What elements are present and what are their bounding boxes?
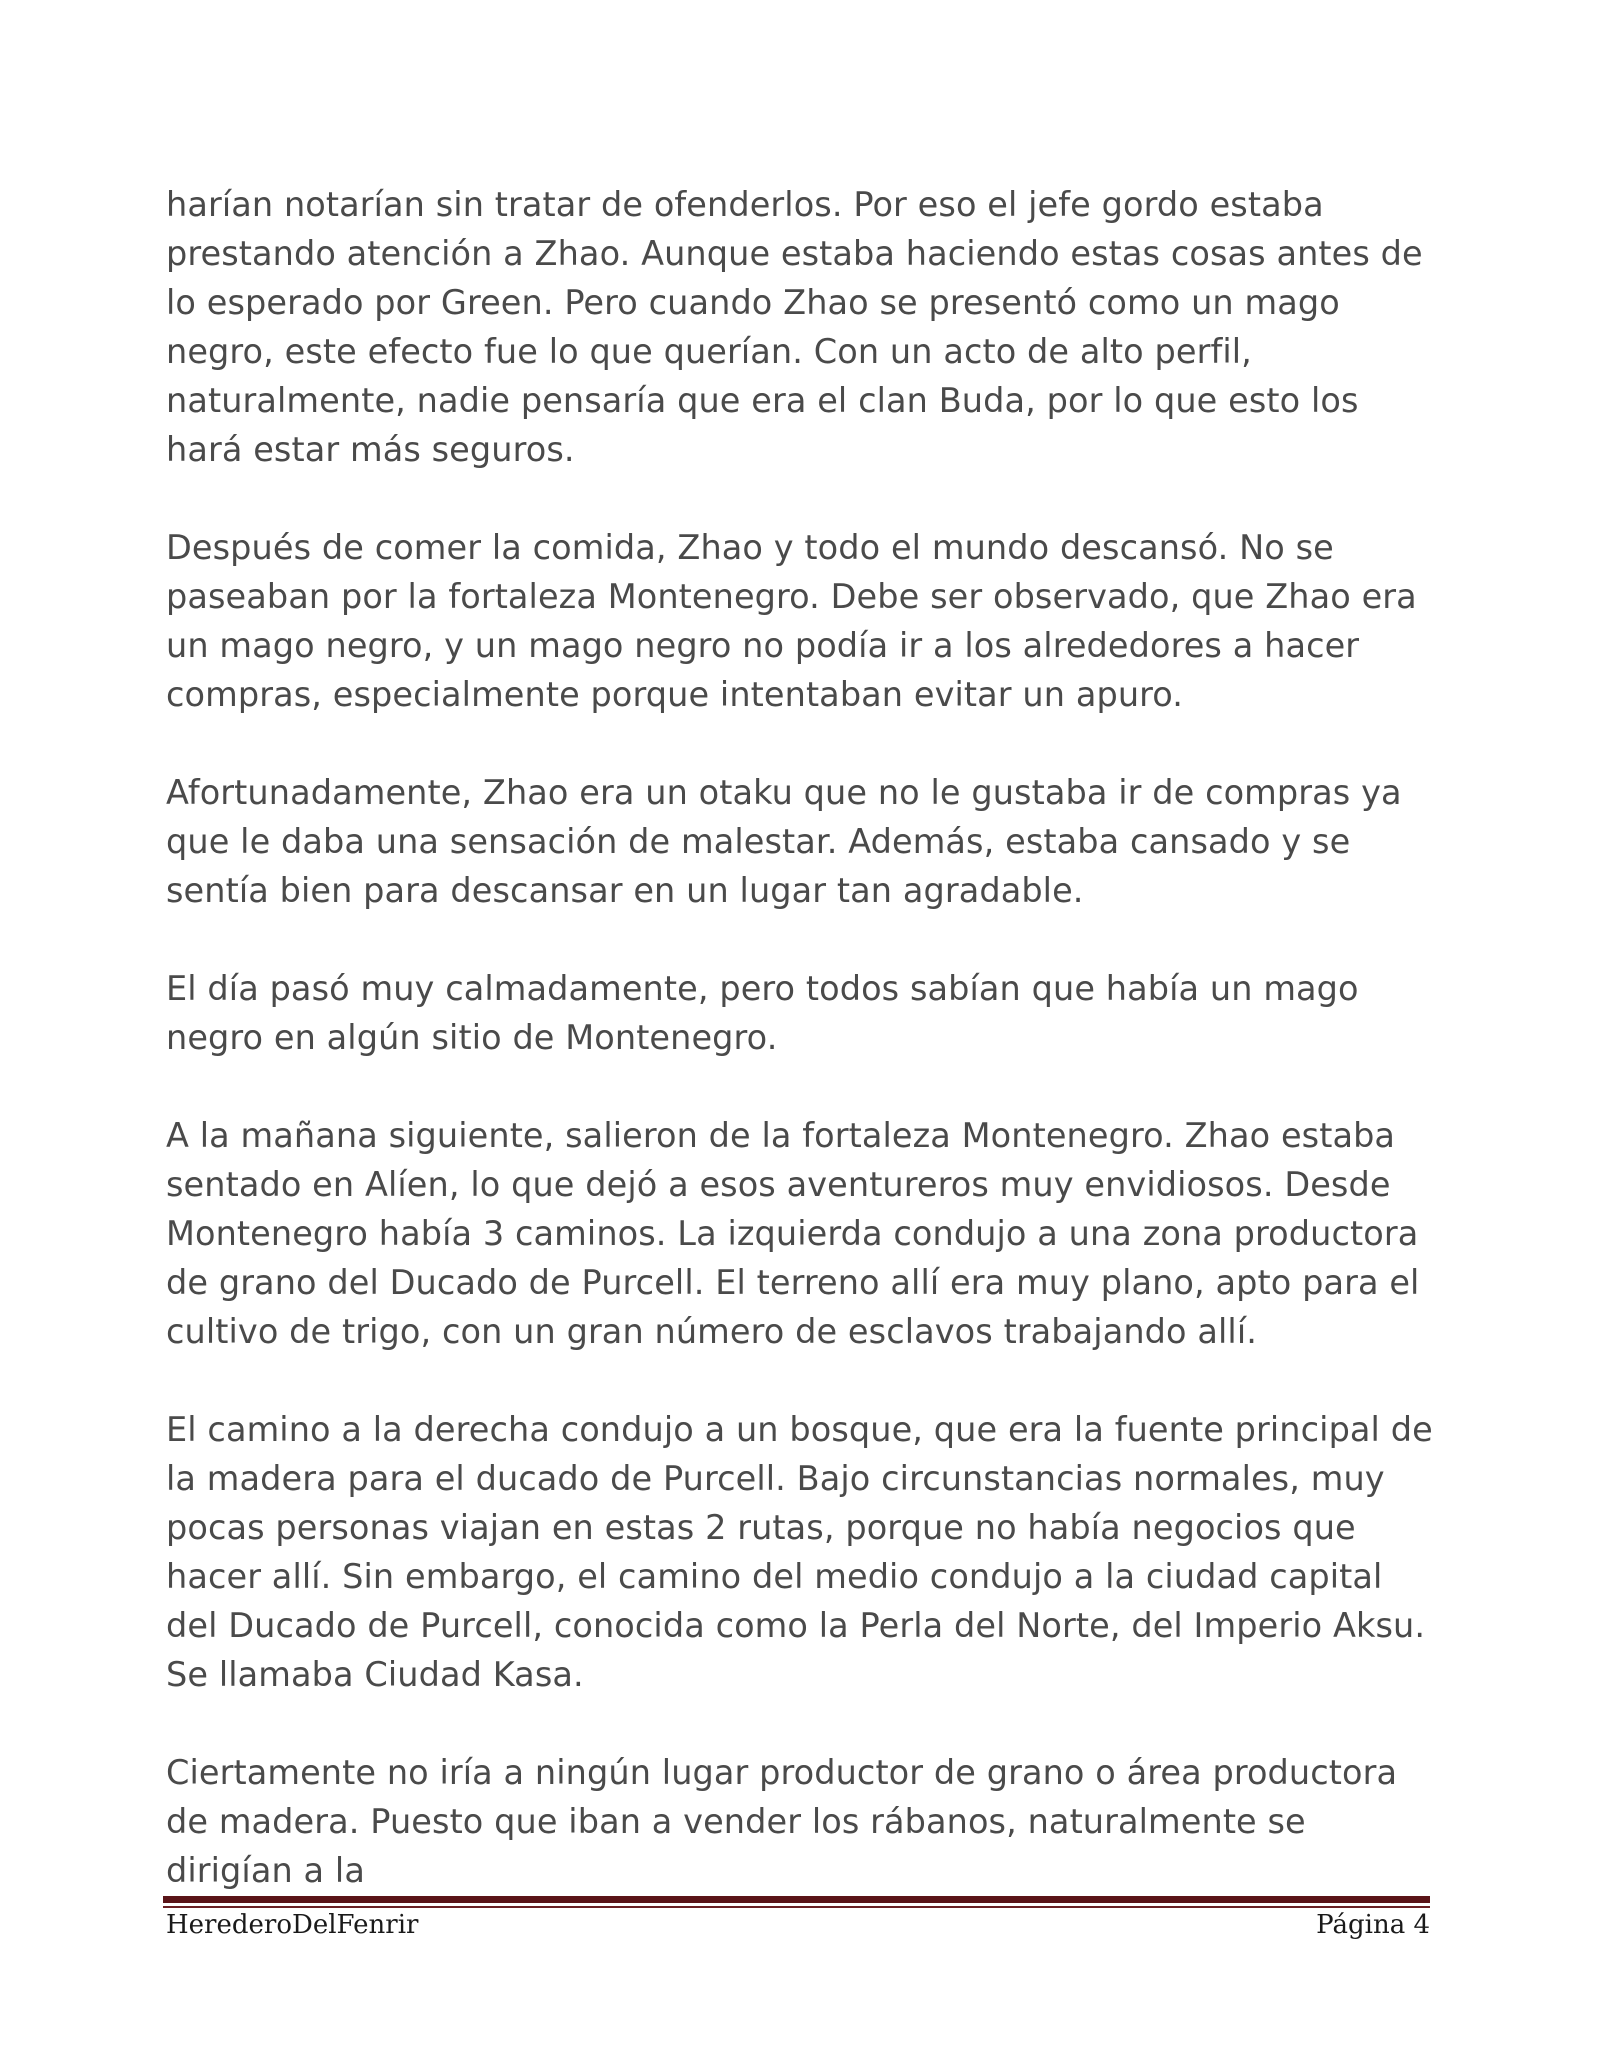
- paragraph: El día pasó muy calmadamente, pero todos sabían que había un mago negro en algún sitio de Montenegro.: [166, 969, 1359, 1057]
- paragraph: Ciertamente no iría a ningún lugar productor de grano o área productora de madera. Puesto que iban a vender los rábanos, naturalmente se dirigían a la: [166, 1753, 1398, 1890]
- page-footer: [166, 1910, 1430, 1950]
- footer-divider-thin: [163, 1906, 1430, 1908]
- footer-divider: [163, 1896, 1430, 1908]
- footer-divider-thick: [163, 1896, 1430, 1903]
- footer-author: HerederoDelFenrir: [166, 1910, 419, 1940]
- footer-page-number: Página 4: [1316, 1910, 1430, 1940]
- paragraph: El camino a la derecha condujo a un bosque, que era la fuente principal de la madera para el ducado de Purcell. Bajo circunstancias normales, muy pocas personas viajan en estas 2 rutas, porque no había negocios que hacer allí. Sin embargo, el camino del medio condujo a la ciudad capital del Ducado de Purcell, conocida como la Perla del Norte, del Imperio Aksu. Se llamaba Ciudad Kasa.: [166, 1410, 1433, 1694]
- paragraph: Después de comer la comida, Zhao y todo el mundo descansó. No se paseaban por la fortaleza Montenegro. Debe ser observado, que Zhao era un mago negro, y un mago negro no podía ir a los alrededores a hacer compras, especialmente porque intentaban evitar un apuro.: [166, 528, 1417, 714]
- paragraph: A la mañana siguiente, salieron de la fortaleza Montenegro. Zhao estaba sentado en Alíen, lo que dejó a esos aventureros muy envidiosos. Desde Montenegro había 3 caminos. La izquierda condujo a una zona productora de grano del Ducado de Purcell. El terreno allí era muy plano, apto para el cultivo de trigo, con un gran número de esclavos trabajando allí.: [166, 1116, 1420, 1351]
- paragraph: harían notarían sin tratar de ofenderlos. Por eso el jefe gordo estaba prestando atención a Zhao. Aunque estaba haciendo estas cosas antes de lo esperado por Green. Pero cuando Zhao se presentó como un mago negro, este efecto fue lo que querían. Con un acto de alto perfil, naturalmente, nadie pensaría que era el clan Buda, por lo que esto los hará estar más seguros.: [166, 185, 1423, 469]
- paragraph: Afortunadamente, Zhao era un otaku que no le gustaba ir de compras ya que le daba una sensación de malestar. Además, estaba cansado y se sentía bien para descansar en un lugar tan agradable.: [166, 773, 1402, 910]
- body-text: [166, 180, 1436, 1895]
